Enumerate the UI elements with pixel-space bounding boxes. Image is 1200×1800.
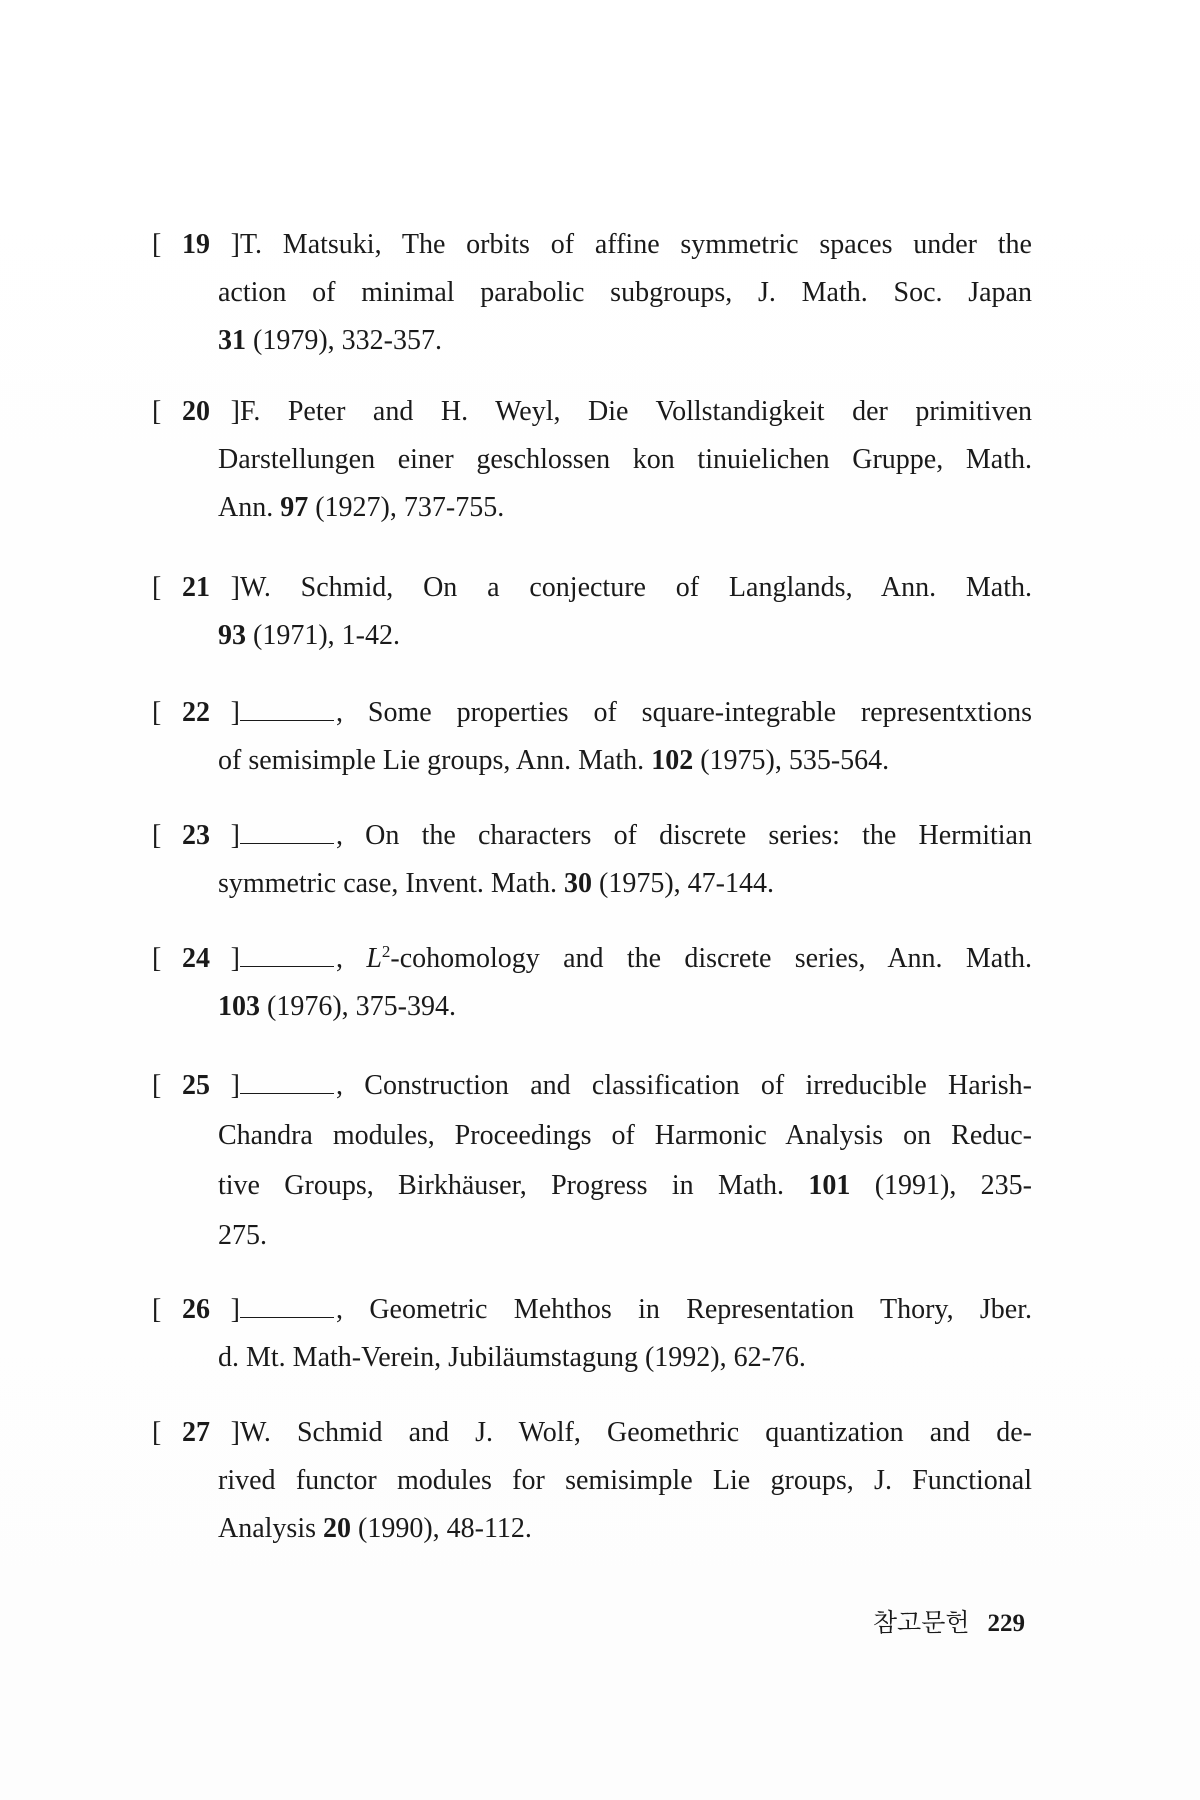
section-title: 참고문헌 <box>872 1608 970 1637</box>
reference-line <box>152 221 1032 269</box>
volume-number: 31 <box>218 325 246 356</box>
reference-line <box>152 1061 1032 1111</box>
reference-number: [ 23 ] <box>152 820 240 851</box>
reference-entry-27 <box>152 1409 1032 1553</box>
reference-entry-22 <box>152 689 1032 785</box>
reference-text: , Some properties of square-integrable representxtions <box>336 697 1032 728</box>
volume-number: 101 <box>808 1170 851 1201</box>
same-author-blank <box>240 827 334 844</box>
reference-text: W. Schmid and J. Wolf, Geomethric quantization and de- <box>240 1417 1032 1448</box>
reference-line: Darstellungen einer geschlossen kon tinuielichen Gruppe, Math. <box>218 444 1032 475</box>
volume-number: 93 <box>218 620 246 651</box>
page-footer <box>820 1603 1025 1639</box>
reference-number: [ 19 ] <box>152 229 240 260</box>
reference-line: rived functor modules for semisimple Lie groups, J. Functional <box>218 1465 1032 1496</box>
math-symbol: L <box>366 943 382 974</box>
reference-text: , Construction and classification of irreducible Harish- <box>336 1070 1032 1101</box>
reference-line: Ann. 97 (1927), 737-755. <box>218 492 505 523</box>
reference-line: of semisimple Lie groups, Ann. Math. 102 (1975), 535-564. <box>218 745 890 776</box>
reference-line <box>152 1286 1032 1334</box>
same-author-blank <box>240 704 334 721</box>
volume-number: 97 <box>280 492 309 523</box>
reference-text: , Geometric Mehthos in Representation Thory, Jber. <box>336 1294 1032 1325</box>
reference-line: 31 (1979), 332-357. <box>218 325 442 356</box>
reference-number: [ 27 ] <box>152 1417 240 1448</box>
same-author-blank <box>240 1301 334 1318</box>
volume-number: 30 <box>564 868 593 899</box>
reference-line: symmetric case, Invent. Math. 30 (1975), 47-144. <box>218 868 774 899</box>
reference-number: [ 26 ] <box>152 1294 240 1325</box>
reference-line: Chandra modules, Proceedings of Harmonic Analysis on Reduc- <box>218 1120 1032 1151</box>
reference-line: 103 (1976), 375-394. <box>218 991 456 1022</box>
volume-number: 20 <box>323 1513 351 1544</box>
reference-text: -cohomology and the discrete series, Ann. Math. <box>390 943 1032 974</box>
reference-text: T. Matsuki, The orbits of affine symmetric spaces under the <box>240 229 1032 260</box>
reference-text: , On the characters of discrete series: the Hermitian <box>336 820 1032 851</box>
reference-line <box>152 564 1032 612</box>
reference-line: tive Groups, Birkhäuser, Progress in Math. 101 (1991), 235- <box>218 1170 1032 1201</box>
reference-line <box>152 388 1032 436</box>
reference-number: [ 24 ] <box>152 943 240 974</box>
reference-entry-20 <box>152 388 1032 532</box>
reference-line: 93 (1971), 1-42. <box>218 620 400 651</box>
reference-entry-19 <box>152 221 1032 365</box>
volume-number: 102 <box>651 745 694 776</box>
reference-text: W. Schmid, On a conjecture of Langlands, Ann. Math. <box>240 572 1032 603</box>
reference-entry-21 <box>152 564 1032 660</box>
reference-line <box>152 812 1032 860</box>
reference-number: [ 22 ] <box>152 697 240 728</box>
reference-line <box>152 689 1032 737</box>
reference-entry-26 <box>152 1286 1032 1382</box>
reference-number: [ 21 ] <box>152 572 240 603</box>
reference-number: [ 25 ] <box>152 1070 240 1101</box>
reference-line: 275. <box>218 1220 267 1251</box>
reference-number: [ 20 ] <box>152 396 240 427</box>
reference-entry-23 <box>152 812 1032 908</box>
volume-number: 103 <box>218 991 260 1022</box>
reference-entry-24 <box>152 935 1032 1031</box>
reference-line: action of minimal parabolic subgroups, J. Math. Soc. Japan <box>218 277 1032 308</box>
reference-text: F. Peter and H. Weyl, Die Vollstandigkeit der primitiven <box>240 396 1032 427</box>
reference-entry-25 <box>152 1061 1032 1261</box>
page-number: 229 <box>987 1610 1025 1637</box>
reference-line: Analysis 20 (1990), 48-112. <box>218 1513 532 1544</box>
same-author-blank <box>240 950 334 967</box>
same-author-blank <box>240 1077 334 1094</box>
reference-line <box>152 1409 1032 1457</box>
reference-line: [ 24 ] , $L^2$-cohomology and the discrete series, Ann. Math. <box>152 935 1032 983</box>
reference-line: d. Mt. Math-Verein, Jubiläumstagung (1992), 62-76. <box>218 1342 806 1373</box>
